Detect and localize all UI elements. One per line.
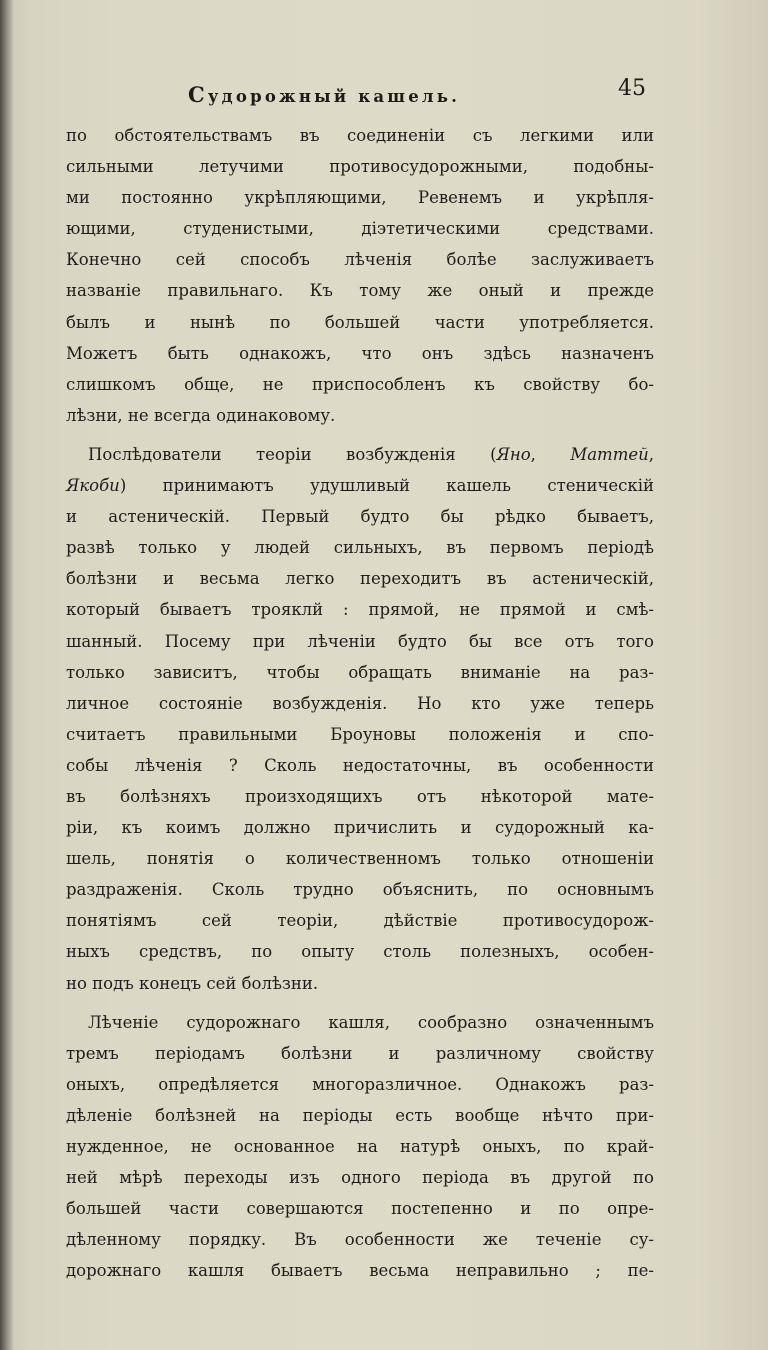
running-head <box>188 82 460 107</box>
text-line: понятiямъ сей теорiи, дѣйствiе противосудорож- <box>66 911 654 931</box>
text-line: ющими, студенистыми, дiэтетическими средствами. <box>66 219 654 239</box>
text-line: развѣ только у людей сильныхъ, въ первомъ перiодѣ <box>66 538 654 558</box>
text-segment: , <box>530 444 571 464</box>
text-line: Лѣченiе судорожнаго кашля, сообразно означеннымъ <box>88 1012 654 1032</box>
text-line: слишкомъ обще, не приспособленъ къ свойству бо- <box>66 374 654 394</box>
text-line: тремъ перiодамъ болѣзни и различному свойству <box>66 1043 654 1063</box>
text-line: былъ и нынѣ по большей части употребляется. <box>66 312 654 332</box>
text-line: сильными летучими противосудорожными, подобны- <box>66 157 654 177</box>
italic-name: Маттей <box>570 444 649 464</box>
text-line: раздраженiя. Сколь трудно объяснить, по основнымъ <box>66 880 654 900</box>
text-line: который бываетъ трояклй : прямой, не прямой и смѣ- <box>66 600 654 620</box>
text-line: ней мѣрѣ переходы изъ одного перiода въ другой по <box>66 1168 654 1188</box>
text-line: ныхъ средствъ, по опыту столь полезныхъ, особен- <box>66 942 654 962</box>
text-line: шанный. Посему при лѣченiи будто бы все отъ того <box>66 631 654 651</box>
italic-name: Яно <box>496 444 531 464</box>
text-line: лѣзни, не всегда одинаковому. <box>66 405 336 425</box>
text-line: шель, понятiя о количественномъ только отношенiи <box>66 849 654 869</box>
text-line: большей части совершаются постепенно и по опре- <box>66 1199 654 1219</box>
running-head-initial: С <box>188 82 208 107</box>
paragraph-2 <box>66 439 654 999</box>
body-text <box>66 120 654 1286</box>
text-line: но подъ конецъ сей болѣзни. <box>66 973 319 993</box>
text-line: и астеническiй. Первый будто бы рѣдко бываетъ, <box>66 507 654 527</box>
page-binding-shadow <box>0 0 14 1350</box>
text-line <box>66 439 654 470</box>
paragraph-3 <box>66 1007 654 1287</box>
text-line: оныхъ, опредѣляется многоразличное. Однакожъ раз- <box>66 1074 654 1094</box>
text-line: Можетъ быть однакожъ, что онъ здѣсь назначенъ <box>66 343 654 363</box>
running-head-text: удорожный кашель. <box>207 87 461 106</box>
text-line: болѣзни и весьма легко переходитъ въ астеническiй, <box>66 569 654 589</box>
text-line <box>66 470 654 501</box>
italic-name: Якоби <box>66 476 120 496</box>
text-line: по обстоятельствамъ въ соединенiи съ легкими или <box>66 126 654 145</box>
paragraph-1 <box>66 120 654 431</box>
text-segment: , <box>648 444 654 464</box>
text-line: собы лѣченiя ? Сколь недостаточны, въ особенности <box>66 755 654 775</box>
text-line: только зависитъ, чтобы обращать вниманiе на раз- <box>66 662 654 682</box>
text-line: ми постоянно укрѣпляющими, Ревенемъ и укрѣпля- <box>66 188 654 208</box>
text-line: считаетъ правильными Броуновы положенiя и спо- <box>66 724 654 744</box>
text-segment: Послѣдователи теорiи возбужденiя ( <box>88 444 497 464</box>
text-line: въ болѣзняхъ произходящихъ отъ нѣкоторой мате- <box>66 786 654 806</box>
text-line: Конечно сей способъ лѣченiя болѣе заслуживаетъ <box>66 250 654 270</box>
page-header <box>0 76 768 116</box>
text-line: названiе правильнаго. Къ тому же оный и прежде <box>66 281 654 301</box>
text-line: дѣленiе болѣзней на перiоды есть вообще нѣчто при- <box>66 1105 654 1125</box>
text-line: личное состоянiе возбужденiя. Но кто уже теперь <box>66 693 654 713</box>
text-line: нужденное, не основанное на натурѣ оныхъ, по край- <box>66 1137 654 1156</box>
text-line: дорожнаго кашля бываетъ весьма неправильно ; пе- <box>66 1261 654 1281</box>
text-line: дѣленному порядку. Въ особенности же теченiе су- <box>66 1230 654 1250</box>
text-line: рiи, къ коимъ должно причислить и судорожный ка- <box>66 818 654 838</box>
page-number: 45 <box>618 76 646 101</box>
text-segment: ) принимаютъ удушливый кашель стеническiй <box>119 476 654 496</box>
